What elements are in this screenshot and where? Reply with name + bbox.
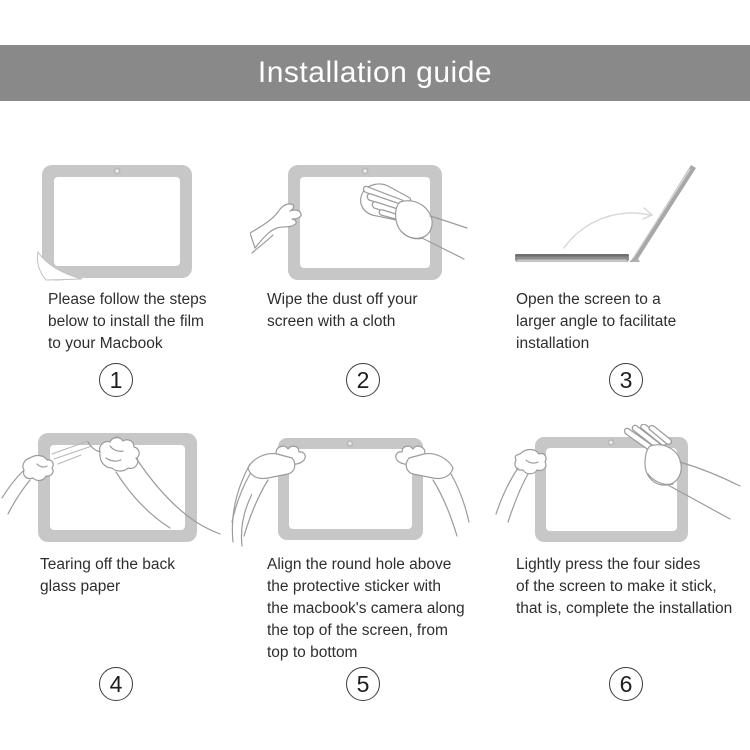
step-5-description: Align the round hole above the protective sticker with the macbook's camera along the top of the screen, from top to bottom <box>267 556 465 661</box>
step-3-number-badge: 3 <box>609 363 643 397</box>
step-3-open-laptop-icon <box>500 158 745 284</box>
open-direction-arrow-icon <box>564 208 652 248</box>
step-4-tear-back-paper-icon <box>0 424 252 550</box>
step-6-description: Lightly press the four sides of the screen to make it stick, that is, complete the installation <box>516 556 733 617</box>
header-banner <box>0 45 750 101</box>
step-5-number-badge: 5 <box>346 667 380 701</box>
step-2-description: Wipe the dust off your screen with a cloth <box>267 291 418 330</box>
page-title: Installation guide <box>257 56 493 89</box>
step-2-number-badge: 2 <box>346 363 380 397</box>
step-4-description: Tearing off the back glass paper <box>40 556 175 595</box>
step-6-press-sides-icon <box>490 424 750 548</box>
step-1-peeling-film-screen-icon <box>36 160 196 284</box>
step-5-align-film-icon <box>230 424 492 548</box>
step-1-number-badge: 1 <box>99 363 133 397</box>
step-6-number-badge: 6 <box>609 667 643 701</box>
step-2-wipe-screen-icon <box>250 158 490 288</box>
step-3-description: Open the screen to a larger angle to facilitate installation <box>516 291 677 352</box>
step-4-number-badge: 4 <box>99 667 133 701</box>
step-1-description: Please follow the steps below to install the film to your Macbook <box>48 291 207 352</box>
